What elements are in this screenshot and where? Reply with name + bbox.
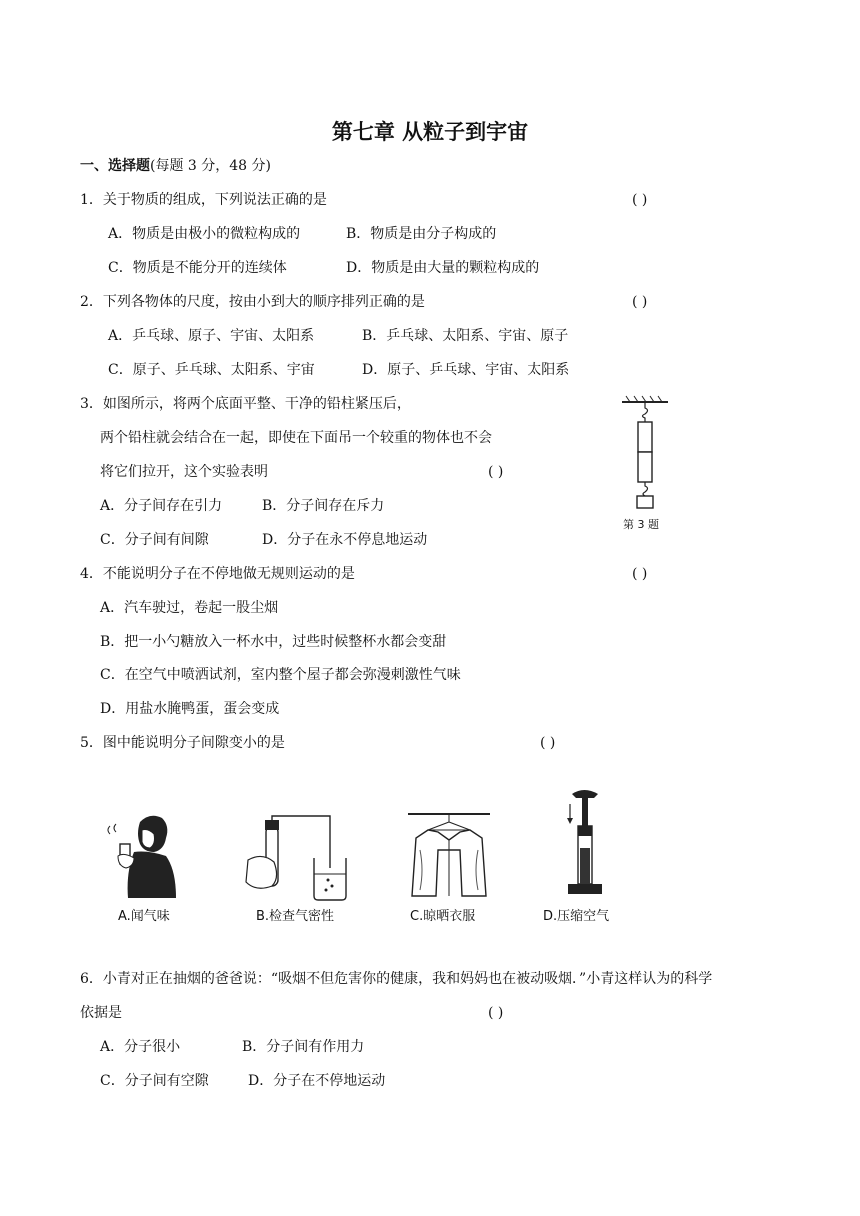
q3-stem-line2: 两个铅柱就会结合在一起，即使在下面吊一个较重的物体也不会 [100,430,492,446]
q6-option-b: B．分子间有作用力 [242,1039,365,1055]
section-label: 一、选择题 [80,158,150,174]
q4-option-c: C．在空气中喷洒试剂，室内整个屋子都会弥漫刺激性气味 [100,667,461,683]
q2-answer-blank: ( ) [632,294,648,310]
q4-option-b: B．把一小勺糖放入一杯水中，过些时候整杯水都会变甜 [100,634,447,650]
q5-stem: 5．图中能说明分子间隙变小的是 [80,735,285,751]
q5-figure-caption-d: D.压缩空气 [543,909,610,924]
q6-stem-line1: 6．小青对正在抽烟的爸爸说：“吸烟不但危害你的健康，我和妈妈也在被动吸烟．”小青这样认为的科学 [80,971,713,987]
q3-figure-caption: 第 3 题 [623,518,659,531]
page-title: 第七章 从粒子到宇宙 [331,120,529,144]
q3-stem-line3: 将它们拉开，这个实验表明 [100,464,268,480]
hanging-clothes-figure [406,810,492,902]
q1-option-d: D．物质是由大量的颗粒构成的 [346,260,540,276]
q5-figure-caption-c: C.晾晒衣服 [410,909,476,924]
q4-option-a: A．汽车驶过，卷起一股尘烟 [100,600,279,616]
q1-option-c: C．物质是不能分开的连续体 [108,260,287,276]
q2-stem: 2．下列各物体的尺度，按由小到大的顺序排列正确的是 [80,294,425,310]
q3-option-d: D．分子在永不停息地运动 [262,532,428,548]
q2-option-d: D．原子、乒乓球、宇宙、太阳系 [362,362,570,378]
q4-option-d: D．用盐水腌鸭蛋，蛋会变成 [100,701,280,717]
airtightness-figure [232,812,350,902]
q2-option-c: C．原子、乒乓球、太阳系、宇宙 [108,362,315,378]
q4-answer-blank: ( ) [632,566,648,582]
smelling-boy-figure [104,812,184,900]
q3-answer-blank: ( ) [488,464,504,480]
q1-stem: 1．关于物质的组成，下列说法正确的是 [80,192,327,208]
q4-stem: 4．不能说明分子在不停地做无规则运动的是 [80,566,355,582]
q5-answer-blank: ( ) [540,735,556,751]
q6-stem-line2: 依据是 [80,1005,122,1021]
compress-air-figure [564,788,606,900]
q6-option-c: C．分子间有空隙 [100,1073,209,1089]
q3-option-c: C．分子间有间隙 [100,532,209,548]
section-heading [80,157,271,175]
q2-option-b: B．乒乓球、太阳系、宇宙、原子 [362,328,569,344]
q3-option-a: A．分子间存在引力 [100,498,223,514]
q1-answer-blank: ( ) [632,192,648,208]
q6-option-d: D．分子在不停地运动 [248,1073,386,1089]
q1-option-b: B．物质是由分子构成的 [346,226,497,242]
q2-option-a: A．乒乓球、原子、宇宙、太阳系 [108,328,315,344]
q3-option-b: B．分子间存在斥力 [262,498,385,514]
lead-cylinders-figure [618,394,672,512]
q1-option-a: A．物质是由极小的微粒构成的 [108,226,301,242]
q5-figure-caption-b: B.检查气密性 [256,909,335,924]
q5-figure-caption-a: A.闻气味 [118,909,170,924]
q3-stem-line1: 3．如图所示，将两个底面平整、干净的铅柱紧压后， [80,396,411,412]
section-note: (每题 3 分，48 分) [150,158,271,174]
q6-option-a: A．分子很小 [100,1039,181,1055]
q6-answer-blank: ( ) [488,1005,504,1021]
